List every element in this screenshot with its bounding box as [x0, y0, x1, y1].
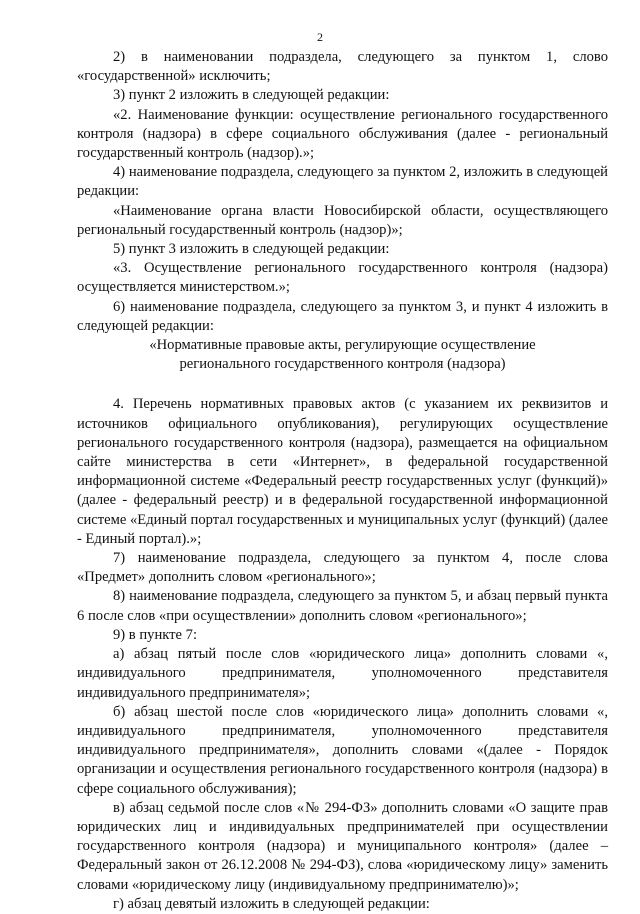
- document-body: [77, 48, 608, 914]
- paragraph: 2) в наименовании подраздела, следующего за пунктом 1, слово «государственной» исключить;: [77, 49, 608, 85]
- paragraph: «2. Наименование функции: осуществление регионального государственного контроля (надзора) в сфере социального обслуживания (далее - региональный государственный контроль (надзор).»;: [77, 106, 608, 162]
- paragraph: в) абзац седьмой после слов «№ 294-ФЗ» дополнить словами «О защите прав юридических лиц и индивидуальных предпринимателей при осуществлении государственного контроля (надзора) и муниципального контроля» (далее – Федеральный закон от 26.12.2008 № 294-ФЗ), слова «юридическому лицу» заменить словами «юридическому лицу (индивидуальному предпринимателю)»;: [77, 799, 608, 893]
- section-heading: «Нормативные правовые акты, регулирующие осуществление регионального государственного контроля (надзора): [149, 337, 536, 373]
- paragraph: 3) пункт 2 изложить в следующей редакции:: [113, 87, 390, 104]
- paragraph: 4) наименование подраздела, следующего за пунктом 2, изложить в следующей редакции:: [77, 164, 608, 200]
- paragraph: «3. Осуществление регионального государственного контроля (надзора) осуществляется министерством.»;: [77, 260, 608, 296]
- paragraph: б) абзац шестой после слов «юридического лица» дополнить словами «, индивидуального предпринимателя, уполномоченного представителя индивидуального предпринимателя», дополнить словами «(далее - Порядок организации и осуществления регионального государственного контроля (надзора) в сфере социального обслуживания);: [77, 703, 608, 797]
- paragraph: 7) наименование подраздела, следующего за пунктом 4, после слова «Предмет» дополнить словом «регионального»;: [77, 550, 608, 586]
- paragraph: г) абзац девятый изложить в следующей редакции:: [113, 895, 430, 912]
- paragraph: 5) пункт 3 изложить в следующей редакции:: [113, 241, 390, 258]
- paragraph: 4. Перечень нормативных правовых актов (с указанием их реквизитов и источников официального опубликования), регулирующих осуществление регионального государственного контроля (надзора), размещается на официальном сайте министерства в сети «Интернет», в федеральной государственной информационной системе «Федеральный реестр государственных услуг (функций)» (далее - федеральный реестр) и в федеральной государственной информационной системе «Единый портал государственных и муниципальных услуг (функций) (далее - Единый портал).»;: [77, 396, 608, 547]
- page-number: 2: [317, 30, 323, 44]
- paragraph: 9) в пункте 7:: [113, 626, 198, 643]
- paragraph: а) абзац пятый после слов «юридического лица» дополнить словами «, индивидуального предпринимателя, уполномоченного представителя индивидуального предпринимателя»;: [77, 646, 608, 701]
- paragraph: «Наименование органа власти Новосибирской области, осуществляющего региональный государственный контроль (надзор)»;: [77, 202, 608, 238]
- paragraph: 8) наименование подраздела, следующего за пунктом 5, и абзац первый пункта 6 после слов «при осуществлении» дополнить словом «регионального»;: [77, 588, 608, 624]
- paragraph: 6) наименование подраздела, следующего за пунктом 3, и пункт 4 изложить в следующей редакции:: [77, 298, 608, 334]
